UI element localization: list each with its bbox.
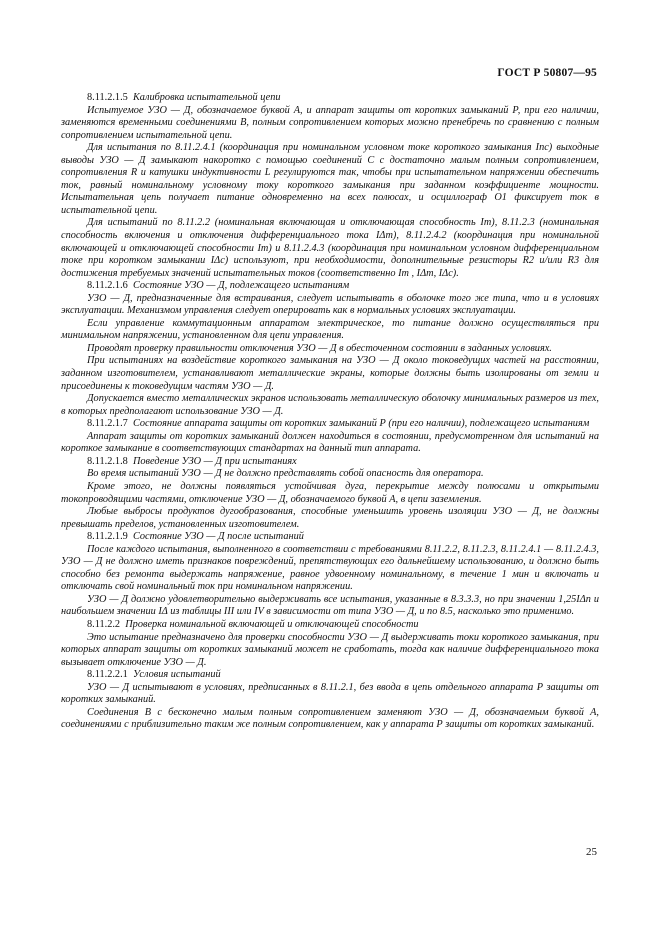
paragraph: При испытаниях на воздействие короткого замыкания на УЗО — Д около токоведущих частей на расстоянии, заданном изготовителем, устанавливают металлические экраны, которые должны быть изолированы от земли и присоединены к токоведущим частям УЗО — Д. — [61, 355, 599, 392]
document-body — [61, 92, 599, 732]
paragraph: Для испытаний по 8.11.2.2 (номинальная включающая и отключающая способность Im), 8.11.2.3 (номинальная способность включения и отключения дифференциального тока IΔm), 8.11.2.4.2 (координация при номинальной включающей и отключающей способности Im) и 8.11.2.4.3 (координация при номинальном условном дифференциальном токе при коротком замыкании IΔc) используют, при необходимости, дополнительные резисторы R2 и/или R3 для достижения требуемых значений испытательных токов (соответственно Im , IΔm, IΔc). — [61, 217, 599, 279]
paragraph: После каждого испытания, выполненного в соответствии с требованиями 8.11.2.2, 8.11.2.3, 8.11.2.4.1 — 8.11.2.4.3, УЗО — Д не должно иметь признаков повреждений, препятствующих его дальнейшему использованию, и должно быть способно без ремонта выдержать напряжение, равное удвоенному номинальному, в течение 1 мин и включать и отключать свой номинальный ток при номинальном напряжении. — [61, 543, 599, 593]
paragraph: Для испытания по 8.11.2.4.1 (координация при номинальном условном токе короткого замыкания Inc) выходные выводы УЗО — Д замыкают накоротко с помощью соединений С с достаточно малым полным сопротивлением, сопротивления R и катушки индуктивности L регулируются так, чтобы при испытательном напряжении обеспечить ток, равный номинальному условному току короткого замыкания при заданном коэффициенте мощности. Испытательная цепь получает питание одновременно на всех полюсах, и осциллограф O1 фиксирует ток в испытательной цепи. — [61, 142, 599, 216]
paragraph: УЗО — Д, предназначенные для встраивания, следует испытывать в оболочке того же типа, что и в условиях эксплуатации. Механизмом управления следует оперировать как в нормальных условиях эксплуатации. — [61, 292, 599, 317]
paragraph: Проводят проверку правильности отключения УЗО — Д в обесточенном состоянии в заданных условиях. — [87, 342, 552, 354]
section-heading: 8.11.2.1.9 Состояние УЗО — Д после испытаний — [87, 531, 304, 543]
paragraph: УЗО — Д должно удовлетворительно выдерживать все испытания, указанные в 8.3.3.3, но при значении 1,25IΔn и наибольшем значении IΔ из таблицы III или IV в зависимости от типа УЗО — Д, и по 8.5, насколько это применимо. — [61, 593, 599, 618]
document-header: ГОСТ Р 50807—95 — [497, 67, 597, 79]
section-heading: 8.11.2.2.1 Условия испытаний — [87, 669, 221, 681]
section-heading: 8.11.2.1.7 Состояние аппарата защиты от коротких замыканий Р (при его наличии), подлежащего испытаниям — [87, 418, 590, 430]
section-heading: 8.11.2.1.5 Калибровка испытательной цепи — [87, 92, 281, 103]
paragraph: Допускается вместо металлических экранов использовать металлическую оболочку минимальных размеров из тех, в которых предполагают использование УЗО — Д. — [61, 393, 599, 417]
paragraph: Любые выбросы продуктов дугообразования, способные уменьшить уровень изоляции УЗО — Д, не должны превышать пределов, установленных изготовителем. — [61, 506, 599, 530]
paragraph: Во время испытаний УЗО — Д не должно представлять собой опасность для оператора. — [87, 468, 484, 480]
paragraph: Соединения В с бесконечно малым полным сопротивлением заменяют УЗО — Д, обозначаемым буквой А, соединениями с приблизительно таким же полным сопротивлением, как у аппарата Р защиты от коротких замыканий. — [61, 706, 599, 731]
section-heading: 8.11.2.2 Проверка номинальной включающей и отключающей способности — [87, 618, 419, 630]
paragraph: Это испытание предназначено для проверки способности УЗО — Д выдерживать токи короткого замыкания, при которых аппарат защиты от коротких замыканий может не сработать, тогда как наличие дифференциального тока вызывает отключение УЗО — Д. — [61, 631, 599, 668]
section-heading: 8.11.2.1.6 Состояние УЗО — Д, подлежащего испытаниям — [87, 280, 350, 292]
paragraph: УЗО — Д испытывают в условиях, предписанных в 8.11.2.1, без ввода в цепь отдельного аппарата Р защиты от коротких замыканий. — [61, 681, 599, 706]
paragraph: Кроме этого, не должны появляться устойчивая дуга, перекрытие между полюсами и открытыми токопроводящими частями, отключение УЗО — Д, обозначаемого буквой А, в цепи заземления. — [61, 480, 599, 505]
section-heading: 8.11.2.1.8 Поведение УЗО — Д при испытаниях — [87, 455, 297, 467]
page-number: 25 — [586, 846, 597, 858]
paragraph: Если управление коммутационным аппаратом электрическое, то питание должно осуществляться при минимальном напряжении, установленном для цепи управления. — [61, 317, 599, 342]
paragraph: Аппарат защиты от коротких замыканий должен находиться в состоянии, предусмотренном для испытаний на короткое замыкание в соответствующих стандартах на данный тип аппарата. — [61, 430, 599, 455]
paragraph: Испытуемое УЗО — Д, обозначаемое буквой А, и аппарат защиты от коротких замыканий Р, при его наличии, заменяются временными соединениями В, полным сопротивлением которых можно пренебречь по сравнению с полным сопротивлением испытательной цепи. — [61, 104, 599, 141]
